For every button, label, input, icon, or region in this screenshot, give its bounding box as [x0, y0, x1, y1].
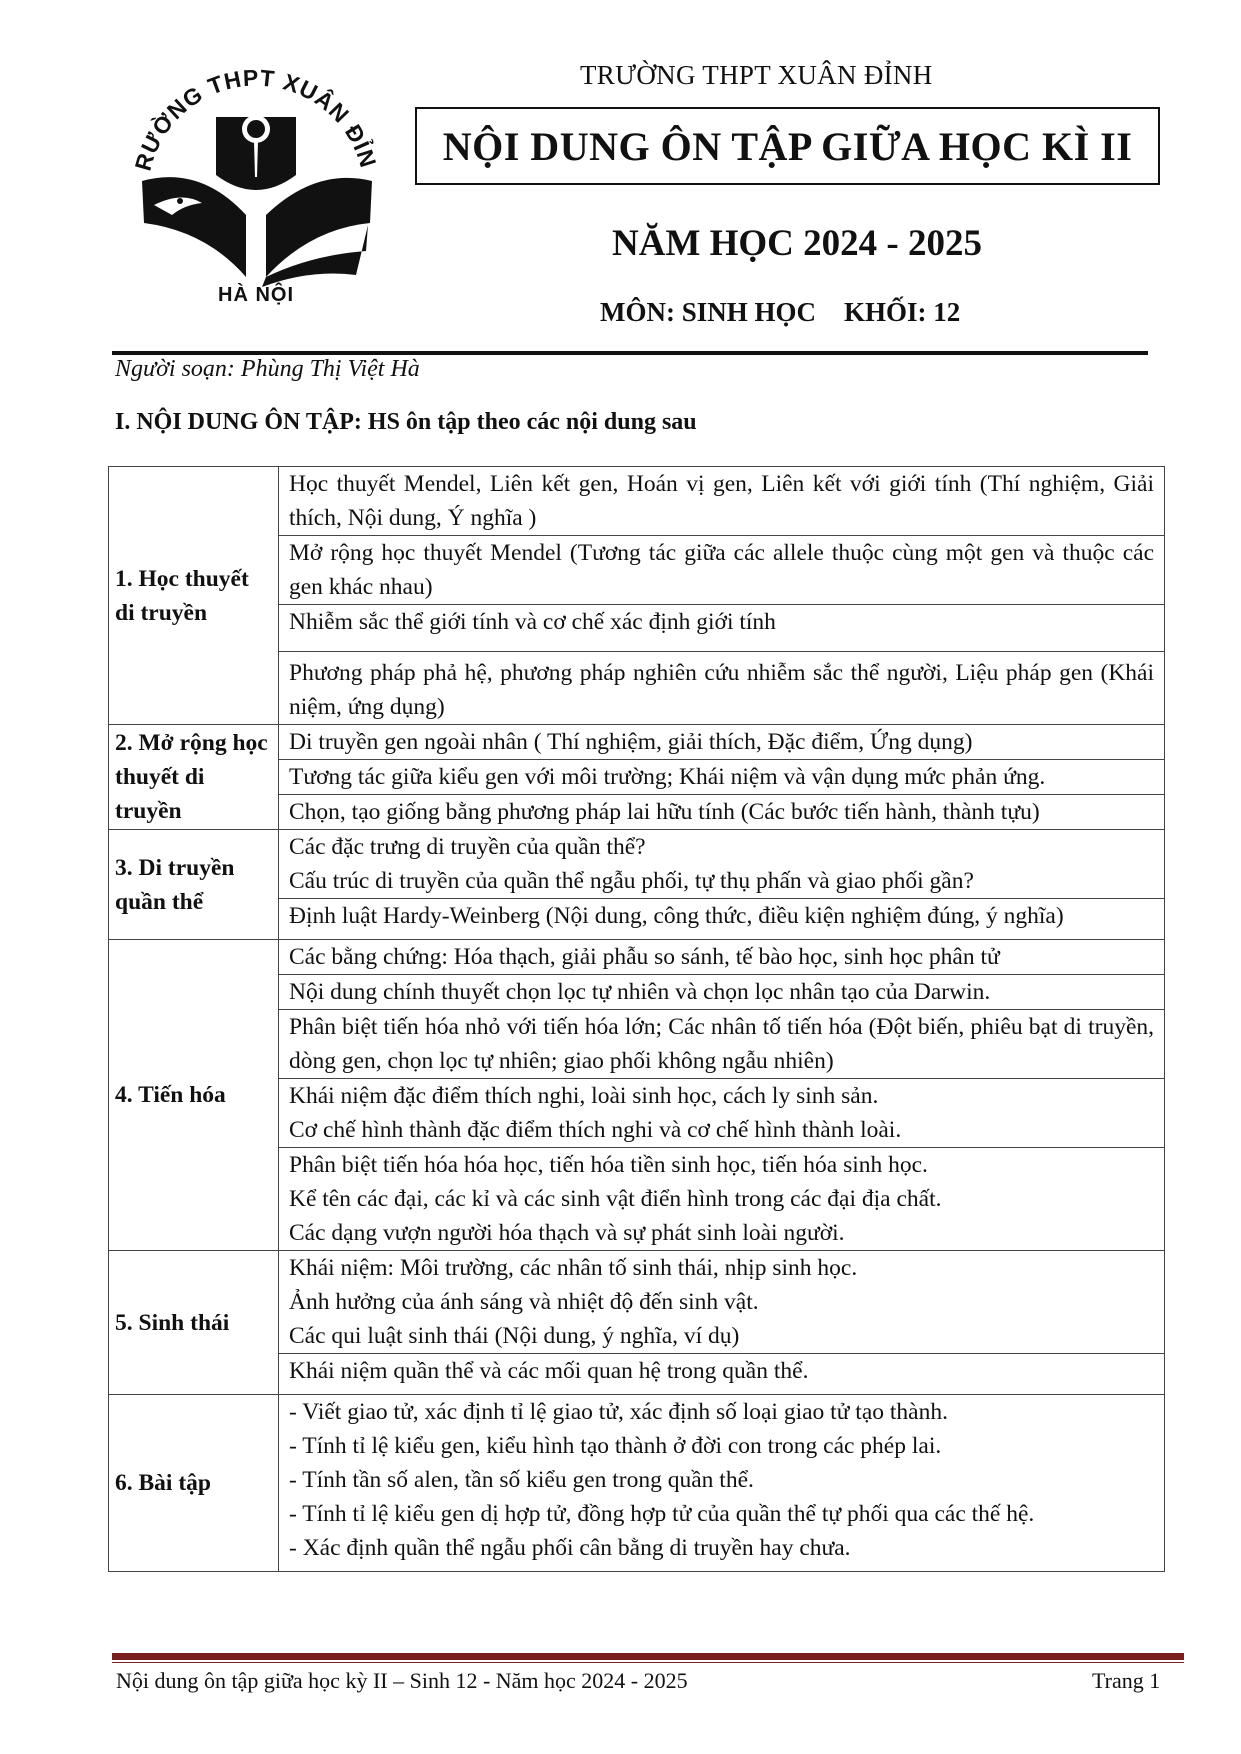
- footer-rule: [112, 1653, 1184, 1660]
- content-cell: [279, 1354, 1165, 1395]
- content-text: Kể tên các đại, các kỉ và các sinh vật điển hình trong các đại địa chất.: [289, 1186, 942, 1212]
- content-text: Phân biệt tiến hóa hóa học, tiến hóa tiền sinh học, tiến hóa sinh học.: [289, 1152, 928, 1178]
- content-text: Khái niệm quần thể và các mối quan hệ trong quần thể.: [289, 1358, 809, 1384]
- title-box: [415, 107, 1160, 185]
- content-cell: [279, 605, 1165, 652]
- section-heading: I. NỘI DUNG ÔN TẬP: HS ôn tập theo các nội dung sau: [115, 409, 697, 435]
- header-divider: [112, 351, 1148, 355]
- content-text: Chọn, tạo giống bằng phương pháp lai hữu tính (Các bước tiến hành, thành tựu): [289, 799, 1040, 825]
- content-text: Các qui luật sinh thái (Nội dung, ý nghĩa, ví dụ): [289, 1323, 740, 1349]
- topic-cell: 6. Bài tập: [109, 1395, 279, 1572]
- content-cell: [279, 899, 1165, 940]
- table-row: [109, 725, 1165, 760]
- content-cell: [279, 652, 1165, 725]
- topic-cell: 2. Mở rộng học thuyết di truyền: [109, 725, 279, 830]
- footer-rule-thin: [112, 1662, 1184, 1663]
- content-text: Định luật Hardy-Weinberg (Nội dung, công thức, điều kiện nghiệm đúng, ý nghĩa): [289, 903, 1064, 929]
- footer-text: Nội dung ôn tập giữa học kỳ II – Sinh 12 - Năm học 2024 - 2025: [116, 1668, 688, 1693]
- content-text: - Viết giao tử, xác định tỉ lệ giao tử, xác định số loại giao tử tạo thành.: [289, 1399, 948, 1425]
- content-text: Nhiễm sắc thể giới tính và cơ chế xác định giới tính: [289, 609, 776, 635]
- content-text: - Tính tần số alen, tần số kiểu gen trong quần thể.: [289, 1467, 754, 1493]
- topic-cell: 4. Tiến hóa: [109, 940, 279, 1251]
- content-text: - Tính tỉ lệ kiểu gen dị hợp tử, đồng hợp tử của quần thể tự phối qua các thế hệ.: [289, 1501, 1035, 1527]
- content-cell: [279, 1148, 1165, 1251]
- content-text: Phân biệt tiến hóa nhỏ với tiến hóa lớn; Các nhân tố tiến hóa (Đột biến, phiêu bạt di truyền, dòng gen, chọn lọc tự nhiên; giao phối không ngẫu nhiên): [289, 1014, 1154, 1074]
- table-row: [109, 467, 1165, 536]
- content-text: Phương pháp phả hệ, phương pháp nghiên cứu nhiễm sắc thể người, Liệu pháp gen (Khái niệm, ứng dụng): [289, 660, 1154, 720]
- content-cell: [279, 1395, 1165, 1572]
- grade-label: KHỐI: 12: [844, 297, 961, 327]
- content-cell: [279, 536, 1165, 605]
- content-text: - Tính tỉ lệ kiểu gen, kiểu hình tạo thành ở đời con trong các phép lai.: [289, 1433, 942, 1459]
- content-text: Các đặc trưng di truyền của quần thể?: [289, 834, 646, 860]
- school-logo: [120, 55, 390, 305]
- content-text: Các dạng vượn người hóa thạch và sự phát sinh loài người.: [289, 1220, 845, 1246]
- content-text: Ảnh hưởng của ánh sáng và nhiệt độ đến sinh vật.: [289, 1289, 759, 1315]
- topic-cell: 1. Học thuyết di truyền: [109, 467, 279, 725]
- content-cell: [279, 1079, 1165, 1148]
- content-cell: [279, 725, 1165, 760]
- content-cell: [279, 1251, 1165, 1354]
- page-number: Trang 1: [1092, 1668, 1161, 1693]
- content-text: Khái niệm đặc điểm thích nghi, loài sinh học, cách ly sinh sản.: [289, 1083, 879, 1109]
- content-cell: [279, 940, 1165, 975]
- content-cell: [279, 830, 1165, 899]
- content-text: Cấu trúc di truyền của quần thể ngẫu phối, tự thụ phấn và giao phối gần?: [289, 868, 974, 894]
- table-row: [109, 830, 1165, 899]
- topic-cell: 5. Sinh thái: [109, 1251, 279, 1395]
- table-row: [109, 1251, 1165, 1354]
- content-text: Các bằng chứng: Hóa thạch, giải phẫu so sánh, tế bào học, sinh học phân tử: [289, 944, 1000, 970]
- content-text: Khái niệm: Môi trường, các nhân tố sinh thái, nhịp sinh học.: [289, 1255, 858, 1281]
- content-text: - Xác định quần thể ngẫu phối cân bằng di truyền hay chưa.: [289, 1535, 851, 1561]
- content-cell: [279, 467, 1165, 536]
- document-title: NỘI DUNG ÔN TẬP GIỮA HỌC KÌ II: [442, 123, 1133, 169]
- content-text: Học thuyết Mendel, Liên kết gen, Hoán vị gen, Liên kết với giới tính (Thí nghiệm, Giải thích, Nội dung, Ý nghĩa ): [289, 471, 1154, 531]
- subject-label: MÔN: SINH HỌC: [600, 297, 816, 327]
- content-cell: [279, 1010, 1165, 1079]
- logo-arc-text: RƯỜNG THPT XUÂN ĐỈN: [129, 64, 382, 174]
- content-text: Tương tác giữa kiểu gen với môi trường; Khái niệm và vận dụng mức phản ứng.: [289, 764, 1046, 790]
- content-cell: [279, 760, 1165, 795]
- content-cell: [279, 795, 1165, 830]
- author-line: Người soạn: Phùng Thị Việt Hà: [115, 356, 420, 382]
- school-year: NĂM HỌC 2024 - 2025: [612, 223, 982, 264]
- logo-bottom-text: HÀ NỘI: [218, 284, 294, 305]
- school-name: TRƯỜNG THPT XUÂN ĐỈNH: [580, 60, 933, 90]
- review-outline-table: [108, 466, 1165, 1572]
- table-row: [109, 940, 1165, 975]
- content-text: Di truyền gen ngoài nhân ( Thí nghiệm, giải thích, Đặc điểm, Ứng dụng): [289, 729, 973, 755]
- content-text: Mở rộng học thuyết Mendel (Tương tác giữa các allele thuộc cùng một gen và thuộc các gen khác nhau): [289, 540, 1154, 600]
- content-cell: [279, 975, 1165, 1010]
- content-text: Nội dung chính thuyết chọn lọc tự nhiên và chọn lọc nhân tạo của Darwin.: [289, 979, 991, 1005]
- subject-line: [600, 297, 960, 328]
- content-text: Cơ chế hình thành đặc điểm thích nghi và cơ chế hình thành loài.: [289, 1117, 902, 1143]
- table-row: [109, 1395, 1165, 1572]
- topic-cell: 3. Di truyền quần thể: [109, 830, 279, 940]
